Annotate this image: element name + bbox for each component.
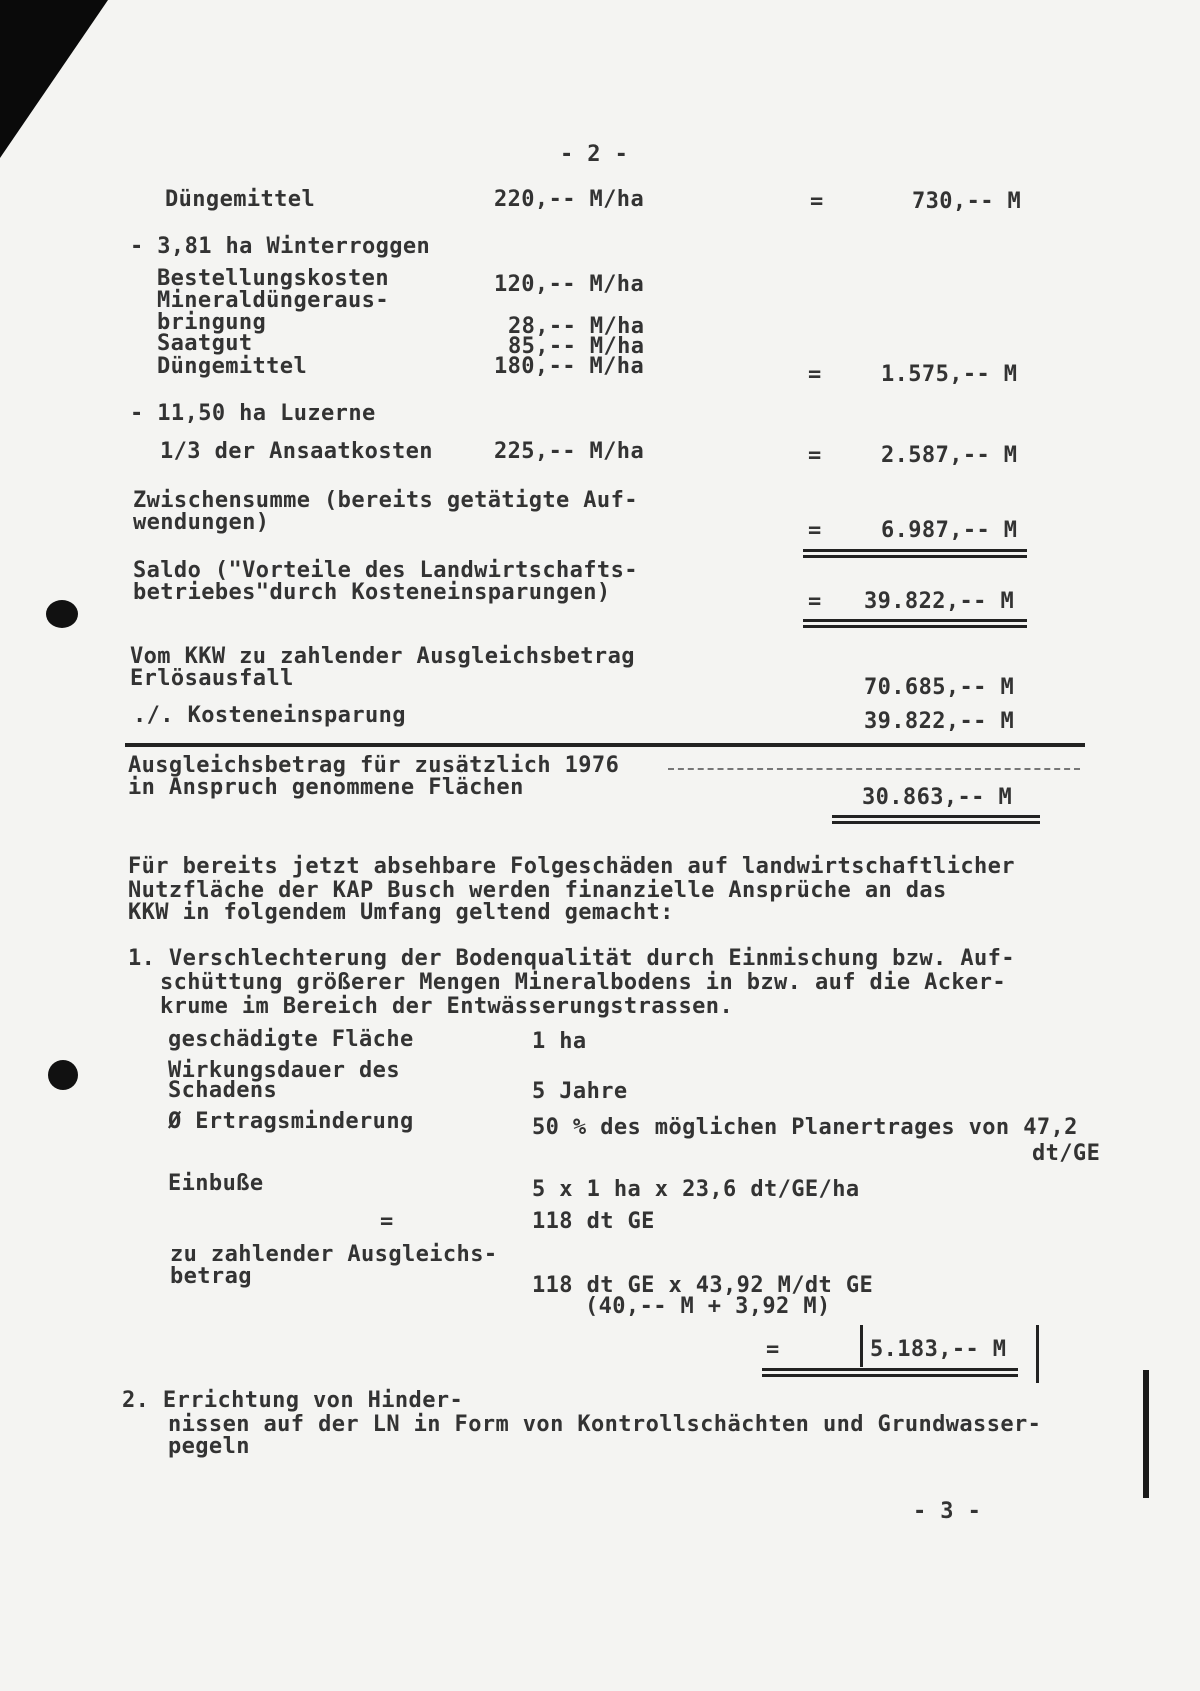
intro-line-1: Für bereits jetzt absehbare Folgeschäden auf landwirtschaftlicher xyxy=(128,854,1015,879)
dauer-value: 5 Jahre xyxy=(532,1079,628,1104)
point-2-line-3: pegeln xyxy=(168,1434,250,1459)
zahl-label-2: betrag xyxy=(170,1264,252,1289)
ausgleich-amount-2: 39.822,-- M xyxy=(864,709,1015,734)
luzerne-heading: - 11,50 ha Luzerne xyxy=(130,401,376,426)
einbusse-label: Einbuße xyxy=(168,1171,264,1196)
ausgleich-label-1: Vom KKW zu zahlender Ausgleichsbetrag xyxy=(130,644,635,669)
zahl-eq: = xyxy=(766,1337,780,1362)
dauer-label-2: Schadens xyxy=(168,1078,278,1103)
mineral-rate: 28,-- M/ha xyxy=(508,314,645,339)
saldo-eq: = xyxy=(808,589,822,614)
intro-line-2: Nutzfläche der KAP Busch werden finanzielle Ansprüche an das xyxy=(128,878,947,903)
bestellung-rate: 120,-- M/ha xyxy=(494,272,645,297)
zahl-double-rule xyxy=(762,1368,1018,1377)
bestellung-label: Bestellungskosten xyxy=(157,266,389,291)
margin-mark xyxy=(1143,1370,1149,1498)
summary-rule xyxy=(125,743,1085,747)
point-1-line-1: 1. Verschlechterung der Bodenqualität durch Einmischung bzw. Auf- xyxy=(128,946,1015,971)
ausgleich-1976-amount: 30.863,-- M xyxy=(862,785,1013,810)
zwischensumme-eq: = xyxy=(808,518,822,543)
zwischensumme-amount: 6.987,-- M xyxy=(881,518,1018,543)
torn-corner xyxy=(0,0,110,160)
intro-line-3: KKW in folgendem Umfang geltend gemacht: xyxy=(128,900,674,925)
luzerne-label: 1/3 der Ansaatkosten xyxy=(160,439,433,464)
page-number: - 2 - xyxy=(560,142,629,167)
zahl-amount: 5.183,-- M xyxy=(870,1337,1007,1362)
zahl-label-1: zu zahlender Ausgleichs- xyxy=(170,1242,498,1267)
winterroggen-heading: - 3,81 ha Winterroggen xyxy=(130,234,431,259)
luzerne-amount: 2.587,-- M xyxy=(881,443,1018,468)
minderung-label: Ø Ertragsminderung xyxy=(168,1109,414,1134)
punch-hole-top xyxy=(46,600,78,628)
saldo-label-1: Saldo ("Vorteile des Landwirtschafts- xyxy=(133,558,638,583)
zahl-value-1: 118 dt GE x 43,92 M/dt GE xyxy=(532,1273,874,1298)
next-page-number: - 3 - xyxy=(913,1499,982,1524)
einbusse-eq: = xyxy=(380,1209,394,1234)
ausgleich-label-2: Erlösausfall xyxy=(130,666,294,691)
amount-box-left xyxy=(860,1325,863,1367)
kosteneinsparung-label: ./. Kosteneinsparung xyxy=(133,703,406,728)
dauer-label-1: Wirkungsdauer des xyxy=(168,1058,400,1083)
saldo-label-2: betriebes"durch Kosteneinsparungen) xyxy=(133,580,611,605)
ausgleich-amount-1: 70.685,-- M xyxy=(864,675,1015,700)
ausgleich-1976-label-2: in Anspruch genommene Flächen xyxy=(128,775,524,800)
duengemittel-rate: 220,-- M/ha xyxy=(494,187,645,212)
ausgleich-1976-label-1: Ausgleichsbetrag für zusätzlich 1976 xyxy=(128,753,620,778)
minderung-value-2: dt/GE xyxy=(1032,1141,1101,1166)
duenge-2-rate: 180,-- M/ha xyxy=(494,354,645,379)
saldo-double-rule xyxy=(803,619,1027,628)
point-1-line-3: krume im Bereich der Entwässerungstrassen. xyxy=(160,994,734,1019)
ausgleich-1976-double-rule xyxy=(832,815,1040,824)
flaeche-value: 1 ha xyxy=(532,1029,587,1054)
luzerne-rate: 225,-- M/ha xyxy=(494,439,645,464)
duengemittel-eq: = xyxy=(810,189,824,214)
zwischensumme-label-2: wendungen) xyxy=(133,510,270,535)
saatgut-rate: 85,-- M/ha xyxy=(508,334,645,359)
winterroggen-amount: 1.575,-- M xyxy=(881,362,1018,387)
saldo-amount: 39.822,-- M xyxy=(864,589,1015,614)
mineral-label-1: Mineraldüngeraus- xyxy=(157,288,389,313)
einbusse-result: 118 dt GE xyxy=(532,1209,655,1234)
punch-hole-bottom xyxy=(48,1060,78,1090)
zwischensumme-label-1: Zwischensumme (bereits getätigte Auf- xyxy=(133,488,638,513)
point-2-line-1: 2. Errichtung von Hinder- xyxy=(122,1388,464,1413)
einbusse-value: 5 x 1 ha x 23,6 dt/GE/ha xyxy=(532,1177,860,1202)
winterroggen-eq: = xyxy=(808,362,822,387)
duenge-2-label: Düngemittel xyxy=(157,354,308,379)
saatgut-label: Saatgut xyxy=(157,331,253,356)
minderung-value-1: 50 % des möglichen Planertrages von 47,2 xyxy=(532,1115,1078,1140)
point-2-line-2: nissen auf der LN in Form von Kontrollschächten und Grundwasser- xyxy=(168,1412,1042,1437)
mineral-label-2: bringung xyxy=(157,310,267,335)
duengemittel-amount: 730,-- M xyxy=(912,189,1022,214)
point-1-line-2: schüttung größerer Mengen Mineralbodens in bzw. auf die Acker- xyxy=(160,970,1006,995)
dashed-leader xyxy=(668,768,1080,770)
flaeche-label: geschädigte Fläche xyxy=(168,1027,414,1052)
amount-box-right xyxy=(1036,1325,1039,1383)
zwischensumme-double-rule xyxy=(803,549,1027,558)
luzerne-eq: = xyxy=(808,443,822,468)
duengemittel-label: Düngemittel xyxy=(165,187,316,212)
zahl-value-2: (40,-- M + 3,92 M) xyxy=(585,1294,831,1319)
